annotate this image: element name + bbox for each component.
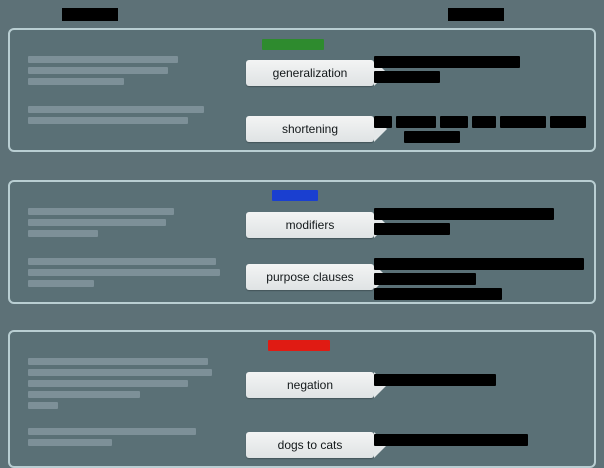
source-text-1-1 xyxy=(28,56,224,89)
source-text-3-1 xyxy=(28,358,224,413)
target-text-3-1 xyxy=(374,374,496,389)
operation-pill-modifiers[interactable] xyxy=(246,212,374,238)
target-text-1-1 xyxy=(374,56,520,86)
operation-pill-generalization[interactable] xyxy=(246,60,374,86)
operation-label: generalization xyxy=(272,66,348,80)
operation-label: purpose clauses xyxy=(266,270,354,284)
source-text-2-1 xyxy=(28,208,224,241)
group-panel-2 xyxy=(8,180,596,304)
operation-pill-shortening[interactable] xyxy=(246,116,374,142)
operation-pill-negation[interactable] xyxy=(246,372,374,398)
operation-label: dogs to cats xyxy=(277,438,343,452)
category-label-1 xyxy=(262,39,324,50)
source-text-1-2 xyxy=(28,106,224,128)
target-text-1-2 xyxy=(374,116,586,146)
operation-label: negation xyxy=(286,378,334,392)
operation-label: modifiers xyxy=(285,218,335,232)
source-text-2-2 xyxy=(28,258,224,291)
operation-pill-dogs-to-cats[interactable] xyxy=(246,432,374,458)
target-text-2-2 xyxy=(374,258,584,303)
header-left-label xyxy=(62,8,118,21)
operation-pill-purpose-clauses[interactable] xyxy=(246,264,374,290)
group-panel-3 xyxy=(8,330,596,468)
source-text-3-2 xyxy=(28,428,224,450)
target-text-2-1 xyxy=(374,208,554,238)
operation-label: shortening xyxy=(281,122,339,136)
category-label-3 xyxy=(268,340,330,351)
header-right-label xyxy=(448,8,504,21)
group-panel-1 xyxy=(8,28,596,152)
category-label-2 xyxy=(272,190,318,201)
target-text-3-2 xyxy=(374,434,528,449)
